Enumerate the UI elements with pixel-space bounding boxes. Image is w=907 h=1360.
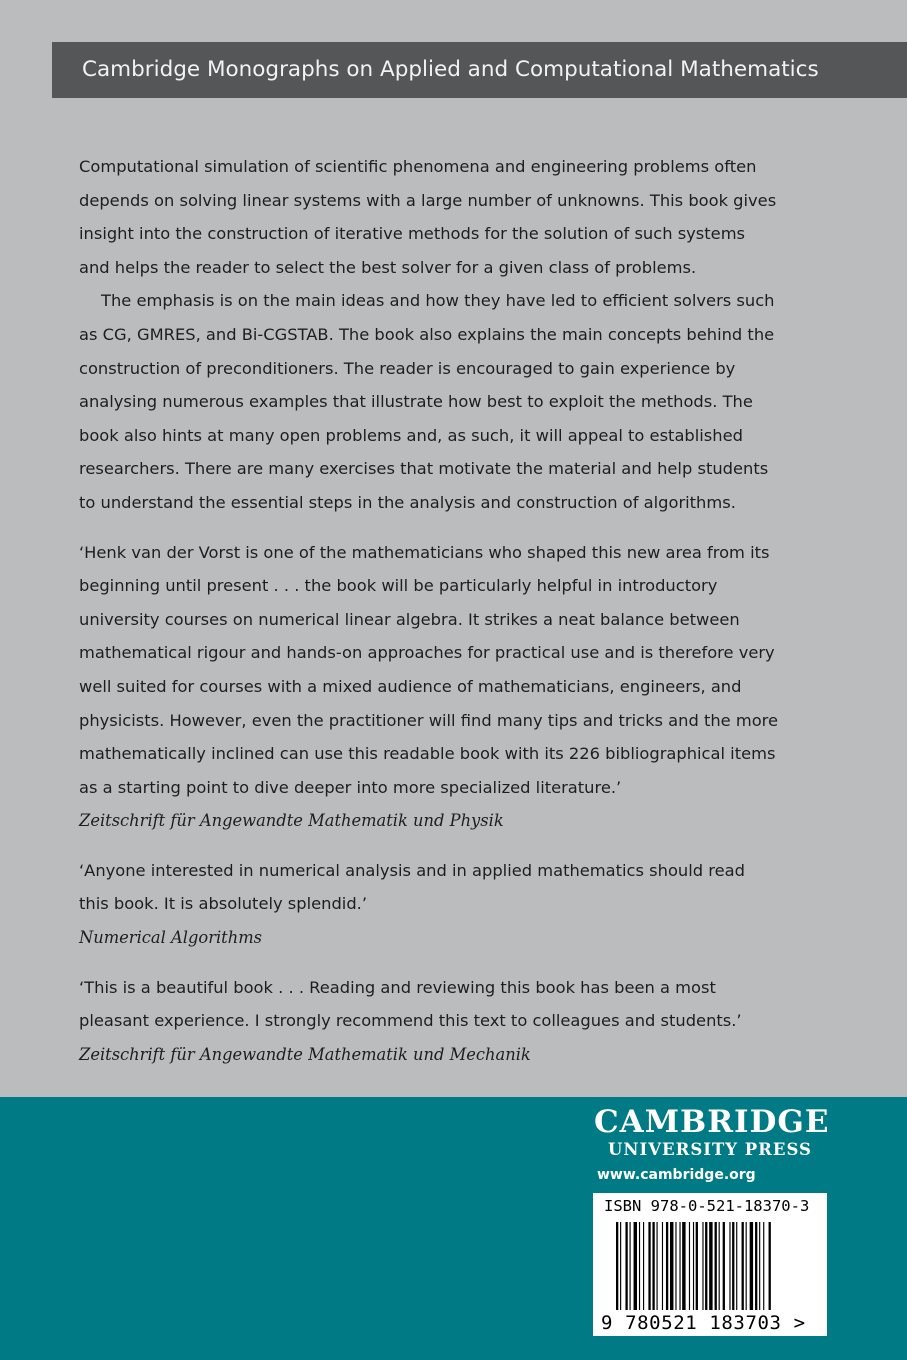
review-2 bbox=[79, 854, 779, 955]
review-source: Numerical Algorithms bbox=[79, 928, 263, 948]
series-title-bar bbox=[52, 42, 907, 98]
publisher-name: CAMBRIDGE bbox=[594, 1104, 830, 1140]
review-quote: ‘Anyone interested in numerical analysis and in applied mathematics should read this book. It is absolutely splendid.’ bbox=[79, 860, 745, 914]
back-cover-text bbox=[79, 150, 779, 1071]
publisher-subname: UNIVERSITY PRESS bbox=[608, 1140, 812, 1159]
isbn-label: ISBN 978-0-521-18370-3 bbox=[604, 1197, 810, 1215]
review-quote: ‘Henk van der Vorst is one of the mathematicians who shaped this new area from its beginning until present . . . the book will be particularly helpful in introductory university courses on numerical linear algebra. It strikes a neat balance between mathematical rigour and hands-on approaches for practical use and is therefore very well suited for courses with a mixed audience of mathematicians, engineers, and physicists. However, even the practitioner will find many tips and tricks and the more mathematically inclined can use this readable book with its 226 bibliographical items as a starting point to dive deeper into more specialized literature.’ bbox=[79, 542, 779, 797]
barcode-digits: 9 780521 183703 > bbox=[601, 1312, 806, 1334]
publisher-url: www.cambridge.org bbox=[597, 1167, 756, 1183]
review-3 bbox=[79, 971, 779, 1072]
barcode-icon bbox=[616, 1222, 812, 1310]
series-title: Cambridge Monographs on Applied and Computational Mathematics bbox=[82, 57, 819, 82]
description-paragraph-1: Computational simulation of scientific phenomena and engineering problems often depends on solving linear systems with a large number of unknowns. This book gives insight into the construction of iterative methods for the solution of such systems and helps the reader to select the best solver for a given class of problems. bbox=[79, 157, 777, 277]
publisher-logo bbox=[594, 1104, 830, 1160]
review-quote: ‘This is a beautiful book . . . Reading and reviewing this book has been a most pleasant experience. I strongly recommend this text to colleagues and students.’ bbox=[79, 977, 742, 1031]
review-source: Zeitschrift für Angewandte Mathematik und Mechanik bbox=[79, 1044, 531, 1064]
review-1 bbox=[79, 536, 779, 838]
review-source: Zeitschrift für Angewandte Mathematik und Physik bbox=[79, 811, 504, 831]
description-paragraph-2: The emphasis is on the main ideas and how they have led to efficient solvers such as CG, GMRES, and Bi-CGSTAB. The book also explains the main concepts behind the construction of preconditioners. The reader is encouraged to gain experience by analysing numerous examples that illustrate how best to exploit the methods. The book also hints at many open problems and, as such, it will appeal to established researchers. There are many exercises that motivate the material and help students to understand the essential steps in the analysis and construction of algorithms. bbox=[79, 291, 775, 512]
